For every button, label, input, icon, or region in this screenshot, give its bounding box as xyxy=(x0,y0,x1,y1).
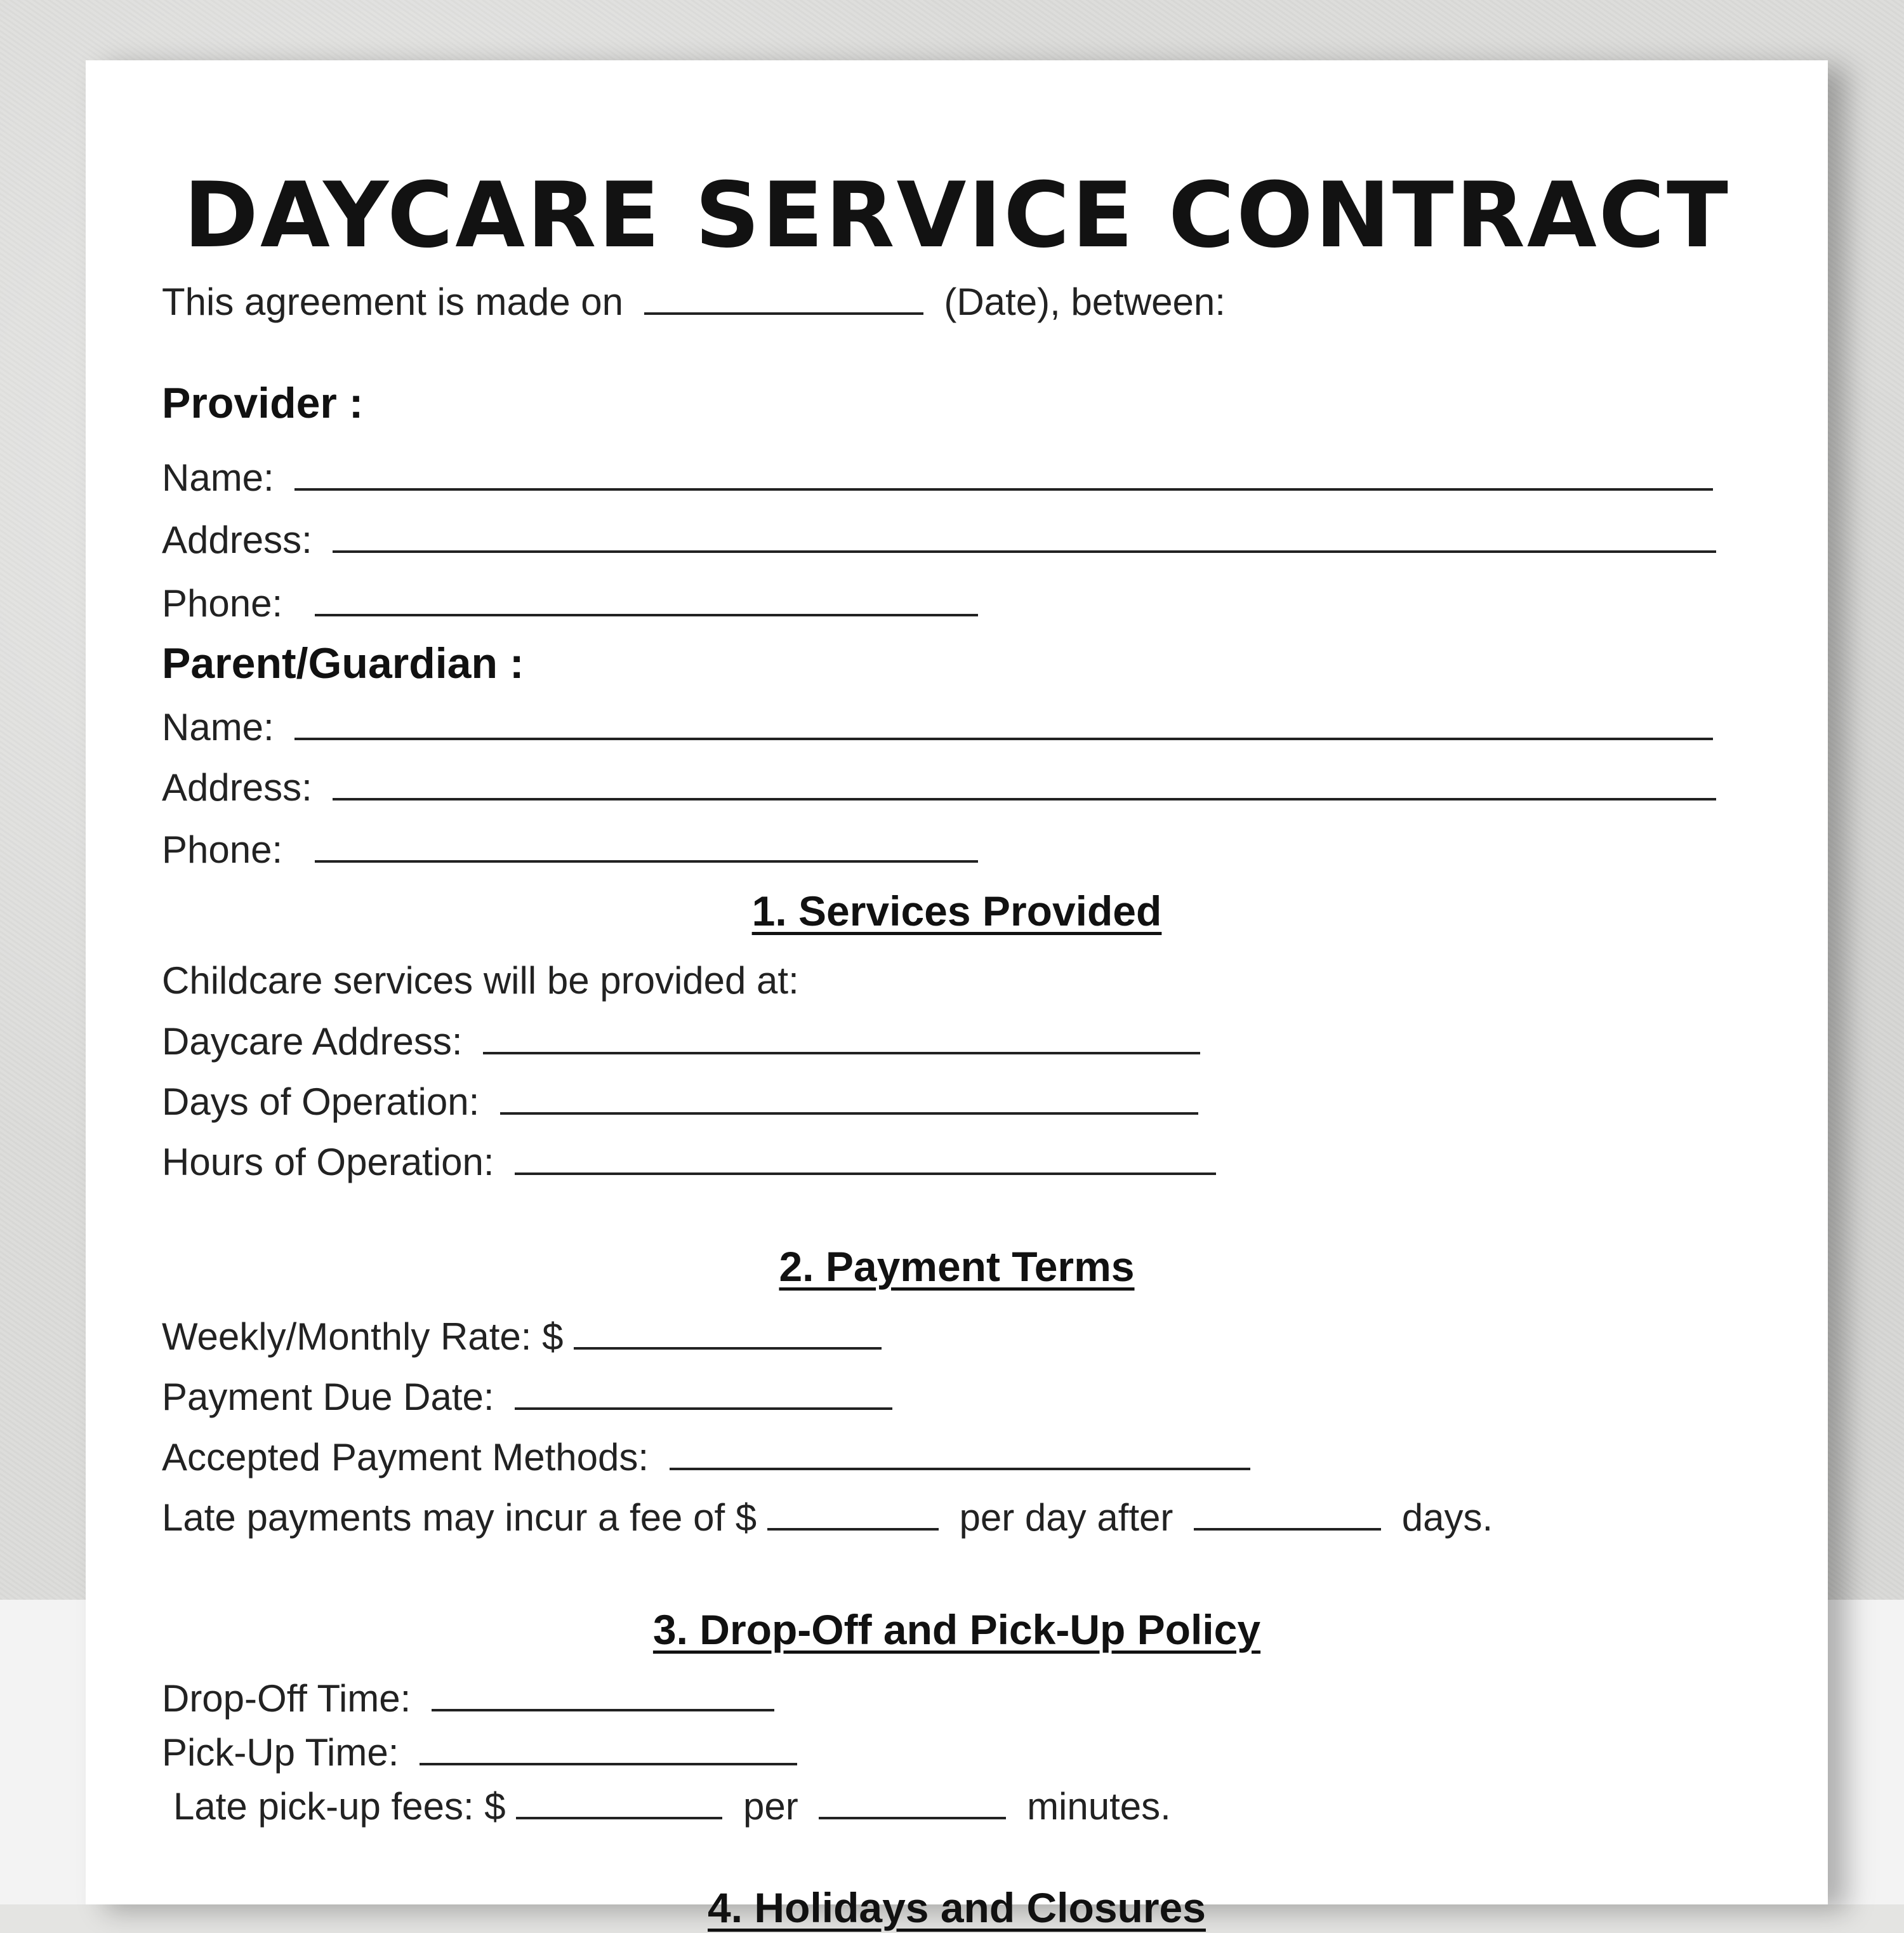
hours-of-operation-label: Hours of Operation: xyxy=(162,1141,494,1183)
provider-address-row xyxy=(162,517,1716,562)
payment-methods-field[interactable] xyxy=(670,1435,1250,1470)
dropoff-time-field[interactable] xyxy=(432,1676,774,1711)
provider-address-field[interactable] xyxy=(333,517,1716,553)
daycare-address-label: Daycare Address: xyxy=(162,1020,463,1063)
provider-address-label: Address: xyxy=(162,519,312,561)
late-pickup-minutes-suffix: minutes. xyxy=(1027,1785,1171,1828)
hours-of-operation-field[interactable] xyxy=(515,1139,1216,1175)
parent-phone-row xyxy=(162,827,978,872)
parent-address-field[interactable] xyxy=(333,765,1716,800)
late-payment-per-day: per day after xyxy=(959,1496,1173,1539)
late-pickup-minutes-field[interactable] xyxy=(819,1784,1006,1819)
due-date-field[interactable] xyxy=(515,1374,892,1410)
late-pickup-per: per xyxy=(743,1785,798,1828)
pickup-time-field[interactable] xyxy=(420,1730,797,1765)
holidays-heading: 4. Holidays and Closures xyxy=(708,1884,1206,1931)
rate-row xyxy=(162,1314,882,1359)
late-payment-row xyxy=(162,1495,1493,1540)
dropoff-time-row xyxy=(162,1676,774,1721)
parent-name-row xyxy=(162,705,1713,750)
pickup-time-label: Pick-Up Time: xyxy=(162,1731,399,1774)
dropoff-time-label: Drop-Off Time: xyxy=(162,1677,411,1720)
parent-heading: Parent/Guardian : xyxy=(162,639,524,688)
pickup-time-row xyxy=(162,1730,797,1775)
payment-methods-row xyxy=(162,1435,1250,1480)
services-heading: 1. Services Provided xyxy=(751,887,1162,934)
days-of-operation-label: Days of Operation: xyxy=(162,1080,480,1123)
late-pickup-row xyxy=(173,1784,1171,1829)
parent-name-field[interactable] xyxy=(294,705,1713,740)
daycare-address-row xyxy=(162,1019,1200,1064)
contract-title: DAYCARE SERVICE CONTRACT xyxy=(183,163,1730,268)
rate-field[interactable] xyxy=(574,1314,882,1350)
parent-phone-field[interactable] xyxy=(315,827,978,863)
provider-phone-label: Phone: xyxy=(162,582,283,625)
parent-address-label: Address: xyxy=(162,766,312,809)
parent-phone-label: Phone: xyxy=(162,828,283,871)
provider-phone-row xyxy=(162,581,978,626)
dropoff-heading: 3. Drop-Off and Pick-Up Policy xyxy=(652,1606,1261,1653)
due-date-row xyxy=(162,1374,892,1419)
late-payment-fee-field[interactable] xyxy=(767,1495,939,1531)
hours-of-operation-row xyxy=(162,1139,1216,1185)
days-of-operation-row xyxy=(162,1079,1198,1124)
provider-phone-field[interactable] xyxy=(315,581,978,616)
payment-heading: 2. Payment Terms xyxy=(779,1243,1135,1290)
parent-name-label: Name: xyxy=(162,706,274,748)
intro-line xyxy=(162,279,1226,324)
late-payment-text: Late payments may incur a fee of $ xyxy=(162,1496,757,1539)
days-of-operation-field[interactable] xyxy=(500,1079,1198,1115)
late-payment-days-suffix: days. xyxy=(1401,1496,1493,1539)
provider-heading: Provider : xyxy=(162,379,364,427)
intro-date-suffix: (Date), between: xyxy=(944,281,1226,323)
late-pickup-text: Late pick-up fees: $ xyxy=(173,1785,506,1828)
contract-page xyxy=(86,60,1828,1931)
rate-label: Weekly/Monthly Rate: $ xyxy=(162,1315,564,1358)
agreement-date-field[interactable] xyxy=(644,279,923,315)
late-pickup-fee-field[interactable] xyxy=(516,1784,722,1819)
late-payment-days-field[interactable] xyxy=(1194,1495,1381,1531)
daycare-address-field[interactable] xyxy=(483,1019,1200,1054)
parent-address-row xyxy=(162,765,1716,810)
payment-methods-label: Accepted Payment Methods: xyxy=(162,1436,649,1478)
due-date-label: Payment Due Date: xyxy=(162,1376,494,1418)
provider-name-row xyxy=(162,455,1713,500)
provider-name-label: Name: xyxy=(162,456,274,499)
services-intro: Childcare services will be provided at: xyxy=(162,959,799,1002)
provider-name-field[interactable] xyxy=(294,455,1713,491)
intro-text: This agreement is made on xyxy=(162,281,624,323)
